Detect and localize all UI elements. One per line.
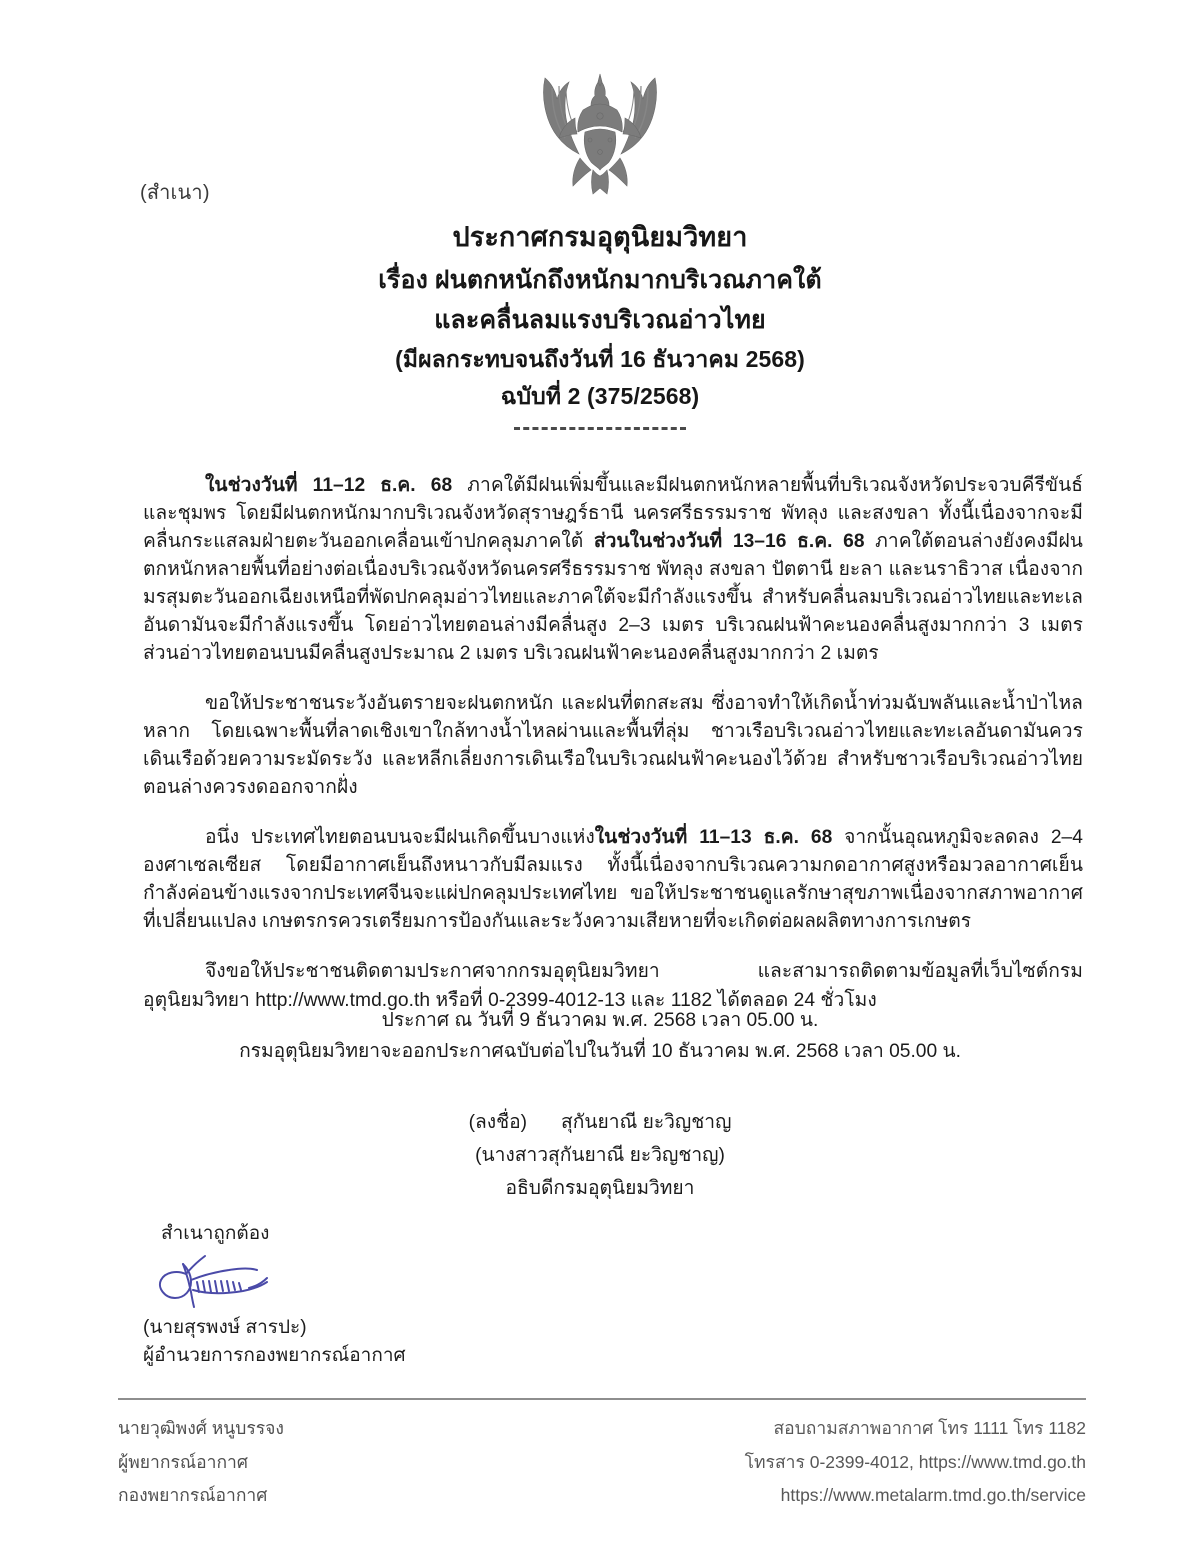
next-issue-line: กรมอุตุนิยมวิทยาจะออกประกาศฉบับต่อไปในวันที่ 10 ธันวาคม พ.ศ. 2568 เวลา 05.00 น.	[239, 1041, 961, 1063]
signature-position: อธิบดีกรมอุตุนิยมวิทยา	[505, 1178, 695, 1200]
title-effective-period: (มีผลกระทบจนถึงวันที่ 16 ธันวาคม 2568)	[395, 345, 805, 372]
handwritten-signature	[153, 1250, 343, 1310]
signature-line	[0, 1106, 1200, 1139]
title-subject-line-2: และคลื่นลมแรงบริเวณอ่าวไทย	[434, 306, 766, 335]
issue-date-line: ประกาศ ณ วันที่ 9 ธันวาคม พ.ศ. 2568 เวลา 05.00 น.	[381, 1010, 819, 1031]
copy-mark: (สำเนา)	[140, 182, 210, 204]
title-subject-line-1: เรื่อง ฝนตกหนักถึงหนักมากบริเวณภาคใต้	[378, 265, 822, 294]
forecaster-role: ผู้พยากรณ์อากาศ	[118, 1451, 248, 1472]
garuda-emblem	[535, 66, 665, 198]
body-content	[143, 472, 1083, 1037]
p4-text: จึงขอให้ประชาชนติดตามประกาศจากกรมอุตุนิยมวิทยา และสามารถติดตามข้อมูลที่เว็บไซต์กรมอุตุนิยมวิทยา http://www.tmd.go.th หรือที่ 0-2399-4012-13 และ 1182 ได้ตลอด 24 ชั่วโมง	[143, 961, 1083, 1011]
signature-label: (ลงชื่อ)	[468, 1112, 528, 1133]
p1-date-range-2: ส่วนในช่วงวันที่ 13–16 ธ.ค. 68	[593, 531, 865, 553]
title-issue-number: ฉบับที่ 2 (375/2568)	[500, 382, 700, 409]
footer-right-column	[745, 1412, 1086, 1513]
p1-text-2: ภาคใต้ตอนล่างยังคงมีฝนตกหนักหลายพื้นที่อย่างต่อเนื่องบริเวณจังหวัดนครศรีธรรมราช พัทลุง สงขลา ปัตตานี ยะลา และนราธิวาส เนื่องจากมรสุมตะวันออกเฉียงเหนือที่พัดปกคลุมอ่าวไทยและภาคใต้จะมีกำลังแรงขึ้น สำหรับคลื่นลมบริเวณอ่าวไทยและทะเลอันดามันจะมีกำลังแรงขึ้น โดยอ่าวไทยตอนล่างมีคลื่นสูง 2–3 เมตร บริเวณฝนฟ้าคะนองคลื่นสูงมากกว่า 3 เมตร ส่วนอ่าวไทยตอนบนมีคลื่นสูงประมาณ 2 เมตร บริเวณฝนฟ้าคะนองคลื่นสูงมากกว่า 2 เมตร	[143, 531, 1083, 665]
p2-text: ขอให้ประชาชนระวังอันตรายจะฝนตกหนัก และฝนที่ตกสะสม ซึ่งอาจทำให้เกิดน้ำท่วมฉับพลันและน้ำป่าไหลหลาก โดยเฉพาะพื้นที่ลาดเชิงเขาใกล้ทางน้ำไหลผ่านและพื้นที่ลุ่ม ชาวเรือบริเวณอ่าวไทยและทะเลอันดามันควรเดินเรือด้วยความระมัดระวัง และหลีกเลี่ยงการเดินเรือในบริเวณฝนฟ้าคะนองไว้ด้วย สำหรับชาวเรือบริเวณอ่าวไทยตอนล่างควรงดออกจากฝั่ง	[143, 693, 1083, 799]
page-title: ประกาศกรมอุตุนิยมวิทยา	[452, 222, 748, 252]
footer	[118, 1412, 1086, 1513]
certified-position: ผู้อำนวยการกองพยากรณ์อากาศ	[143, 1344, 406, 1366]
signature-block	[0, 1106, 1200, 1205]
p1-date-range-1: ในช่วงวันที่ 11–12 ธ.ค. 68	[205, 475, 453, 496]
signature-name: สุกันยาณี ยะวิญชาญ	[561, 1112, 732, 1133]
certified-copy-label: สำเนาถูกต้อง	[161, 1223, 270, 1244]
paragraph-2	[143, 690, 1083, 802]
forecaster-name: นายวุฒิพงศ์ หนูบรรจง	[118, 1418, 284, 1438]
issue-date-block	[0, 1005, 1200, 1067]
p1-text-1: ภาคใต้มีฝนเพิ่มขึ้นและมีฝนตกหนักหลายพื้นที่บริเวณจังหวัดประจวบคีรีขันธ์ และชุมพร โดยมีฝนตกหนักมากบริเวณจังหวัดสุราษฎร์ธานี นครศรีธรรมราช พัทลุง และสงขลา ทั้งนี้เนื่องจากจะมีคลื่นกระแสลมฝ่ายตะวันออกเคลื่อนเข้าปกคลุมภาคใต้	[143, 475, 1083, 553]
title-divider	[514, 427, 686, 430]
p3-date-range: ในช่วงวันที่ 11–13 ธ.ค. 68	[594, 827, 833, 849]
p3-text-1: อนึ่ง ประเทศไทยตอนบนจะมีฝนเกิดขึ้นบางแห่ง	[205, 827, 595, 849]
footer-left-column	[118, 1412, 284, 1513]
certified-signature-container	[153, 1250, 573, 1312]
contact-phone-line: สอบถามสภาพอากาศ โทร 1111 โทร 1182	[773, 1418, 1086, 1438]
certified-name: (นายสุรพงษ์ สารปะ)	[143, 1317, 307, 1338]
contact-service-url: https://www.metalarm.tmd.go.th/service	[780, 1485, 1086, 1506]
title-block	[0, 216, 1200, 430]
certified-copy-block	[143, 1218, 573, 1369]
paragraph-3	[143, 824, 1083, 936]
forecaster-division: กองพยากรณ์อากาศ	[118, 1485, 268, 1506]
p3-text-2: จากนั้นอุณหภูมิจะลดลง 2–4 องศาเซลเซียส โดยมีอากาศเย็นถึงหนาวกับมีลมแรง ทั้งนี้เนื่องจากบริเวณความกดอากาศสูงหรือมวลอากาศเย็นกำลังค่อนข้างแรงจากประเทศจีนจะแผ่ปกคลุมประเทศไทย ขอให้ประชาชนดูแลรักษาสุขภาพเนื่องจากสภาพอากาศที่เปลี่ยนแปลง เกษตรกรควรเตรียมการป้องกันและระวังความเสียหายที่จะเกิดต่อผลผลิตทางการเกษตร	[143, 827, 1083, 933]
contact-fax-website-line: โทรสาร 0-2399-4012, https://www.tmd.go.th	[744, 1451, 1086, 1472]
paragraph-1	[143, 472, 1083, 668]
footer-divider	[118, 1398, 1086, 1400]
signature-name-paren: (นางสาวสุกันยาณี ยะวิญชาญ)	[475, 1145, 725, 1167]
